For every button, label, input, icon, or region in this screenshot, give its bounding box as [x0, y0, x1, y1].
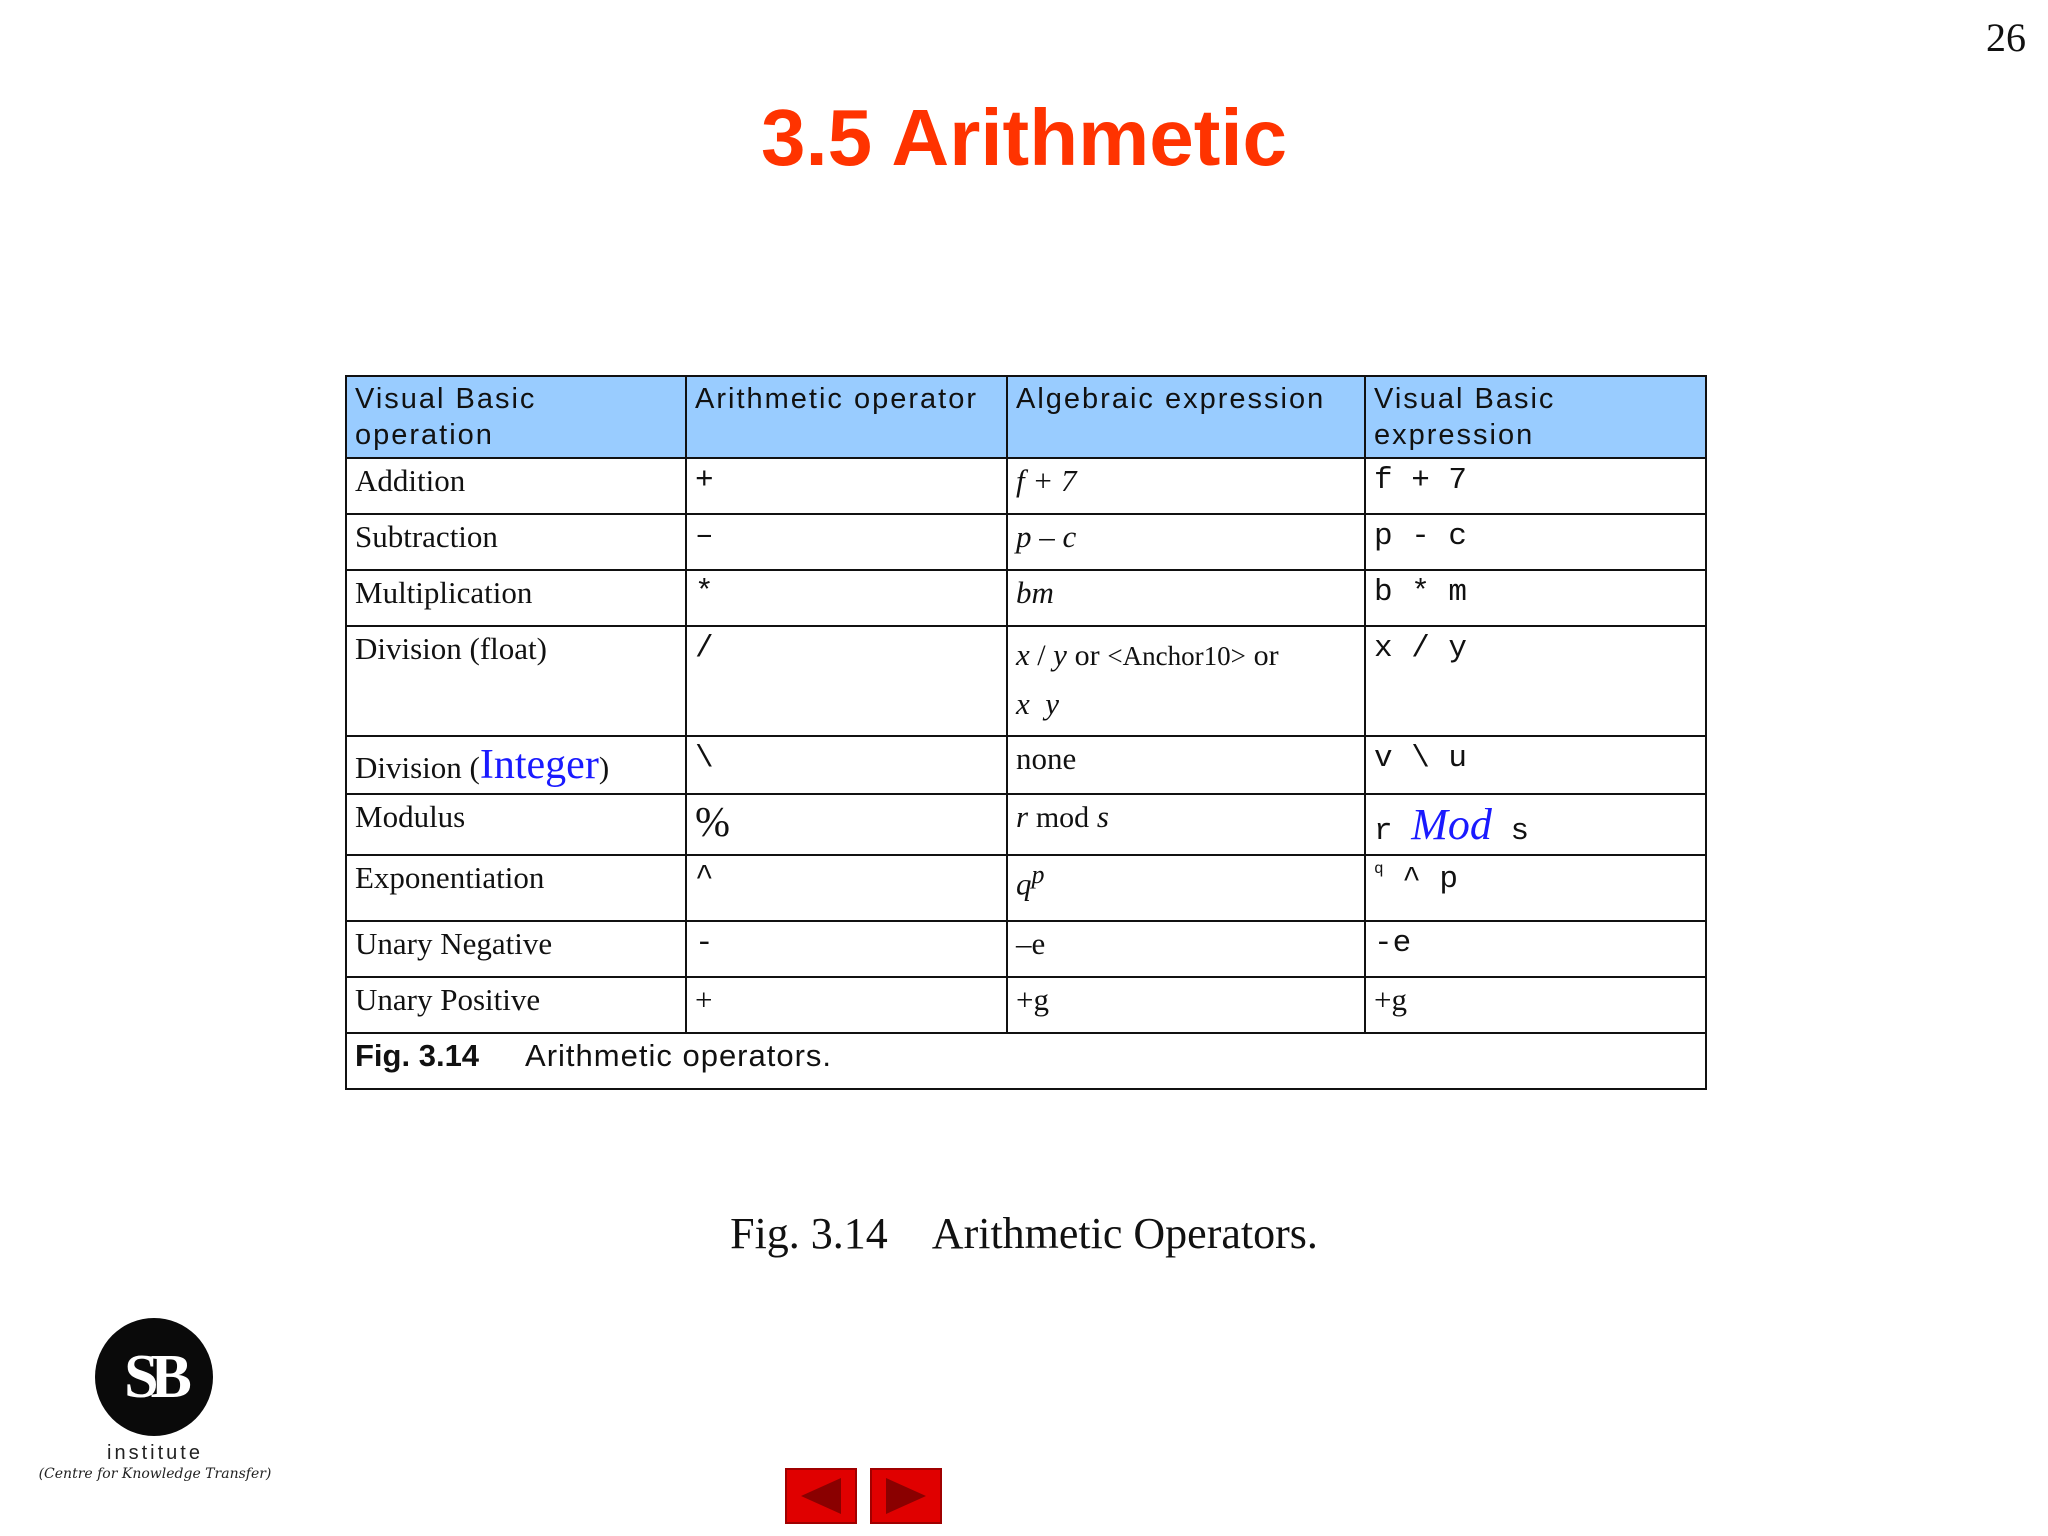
vb-mod-keyword: Mod: [1411, 800, 1492, 849]
algebraic-line2: x y: [1016, 686, 1060, 721]
operator-cell: -: [686, 921, 1007, 977]
table-row: [346, 977, 1706, 1033]
algebraic-anchor: <Anchor10>: [1107, 641, 1246, 671]
header-algebraic: Algebraic expression: [1007, 376, 1365, 458]
table-header-row: [346, 376, 1706, 458]
header-operator: Arithmetic operator: [686, 376, 1007, 458]
right-arrow-icon: [872, 1470, 940, 1522]
operation-cell: [346, 736, 686, 794]
vb-power: ^ p: [1402, 862, 1459, 897]
institute-logo: [30, 1310, 280, 1480]
operation-cell: Modulus: [346, 794, 686, 855]
table-row: [346, 921, 1706, 977]
table-row: [346, 514, 1706, 570]
algebraic-cell: none: [1007, 736, 1365, 794]
vb-expression-cell: x / y: [1365, 626, 1706, 736]
operation-cell: Exponentiation: [346, 855, 686, 921]
operation-cell: Multiplication: [346, 570, 686, 626]
operator-cell: ^: [686, 855, 1007, 921]
algebraic-or: or: [1253, 639, 1279, 672]
operation-cell: Unary Positive: [346, 977, 686, 1033]
vb-expression-cell: b * m: [1365, 570, 1706, 626]
operator-cell: +: [686, 458, 1007, 514]
algebraic-base: q: [1016, 866, 1032, 902]
vb-s: s: [1510, 814, 1530, 849]
vb-expression-cell: p - c: [1365, 514, 1706, 570]
table-caption: [346, 1033, 1706, 1089]
page-number: 26: [1986, 15, 2026, 60]
algebraic-exponent: p: [1031, 860, 1045, 889]
vb-r: r: [1374, 814, 1393, 849]
operation-suffix: ): [598, 750, 610, 785]
algebraic-cell: bm: [1007, 570, 1365, 626]
figure-caption-text: Arithmetic Operators.: [931, 1209, 1318, 1258]
slide-title: 3.5 Arithmetic: [760, 93, 1288, 182]
algebraic-cell: f + 7: [1007, 458, 1365, 514]
left-arrow-icon: [787, 1470, 855, 1522]
logo-tagline: (Centre for Knowledge Transfer): [38, 1466, 272, 1482]
operator-cell: *: [686, 570, 1007, 626]
header-vb-expression: Visual Basic expression: [1365, 376, 1706, 458]
algebraic-mod: mod: [1035, 801, 1090, 834]
operator-cell: –: [686, 514, 1007, 570]
vb-base: q: [1374, 860, 1384, 878]
next-slide-button[interactable]: [870, 1468, 942, 1524]
header-operation: Visual Basic operation: [346, 376, 686, 458]
operation-cell: Unary Negative: [346, 921, 686, 977]
table-row: [346, 570, 1706, 626]
vb-expression-cell: [1365, 794, 1706, 855]
algebraic-cell: p – c: [1007, 514, 1365, 570]
algebraic-cell: [1007, 626, 1365, 736]
algebraic-cell: [1007, 855, 1365, 921]
algebraic-cell: –e: [1007, 921, 1365, 977]
figure-caption-label: Fig. 3.14: [730, 1209, 888, 1258]
operation-prefix: Division (: [355, 750, 480, 785]
table-row: [346, 855, 1706, 921]
operation-cell: Subtraction: [346, 514, 686, 570]
table-caption-row: [346, 1033, 1706, 1089]
logo-word: institute: [107, 1442, 203, 1464]
logo-mark: SB: [95, 1318, 213, 1436]
algebraic-r: r: [1016, 799, 1029, 834]
table-caption-fig: Fig. 3.14: [355, 1038, 480, 1073]
algebraic-or: or: [1074, 639, 1100, 672]
table-row: [346, 736, 1706, 794]
vb-expression-cell: -e: [1365, 921, 1706, 977]
table-row: [346, 458, 1706, 514]
algebraic-s: s: [1096, 799, 1109, 834]
algebraic-cell: +g: [1007, 977, 1365, 1033]
operator-cell: +: [686, 977, 1007, 1033]
operation-cell: Addition: [346, 458, 686, 514]
vb-expression-cell: [1365, 855, 1706, 921]
previous-slide-button[interactable]: [785, 1468, 857, 1524]
vb-expression-cell: f + 7: [1365, 458, 1706, 514]
operator-cell: %: [686, 794, 1007, 855]
operator-cell: \: [686, 736, 1007, 794]
algebraic-x: x: [1016, 637, 1030, 672]
table-caption-text: Arithmetic operators.: [525, 1038, 833, 1073]
figure-caption: [0, 1208, 2048, 1259]
table-row: [346, 794, 1706, 855]
algebraic-cell: [1007, 794, 1365, 855]
operation-integer-word: Integer: [479, 742, 599, 788]
operation-cell: Division (float): [346, 626, 686, 736]
vb-expression-cell: +g: [1365, 977, 1706, 1033]
algebraic-y: y: [1053, 637, 1067, 672]
operator-cell: /: [686, 626, 1007, 736]
arithmetic-operators-table: [345, 375, 1707, 1090]
vb-expression-cell: v \ u: [1365, 736, 1706, 794]
algebraic-slash: /: [1029, 639, 1054, 672]
table-row: [346, 626, 1706, 736]
